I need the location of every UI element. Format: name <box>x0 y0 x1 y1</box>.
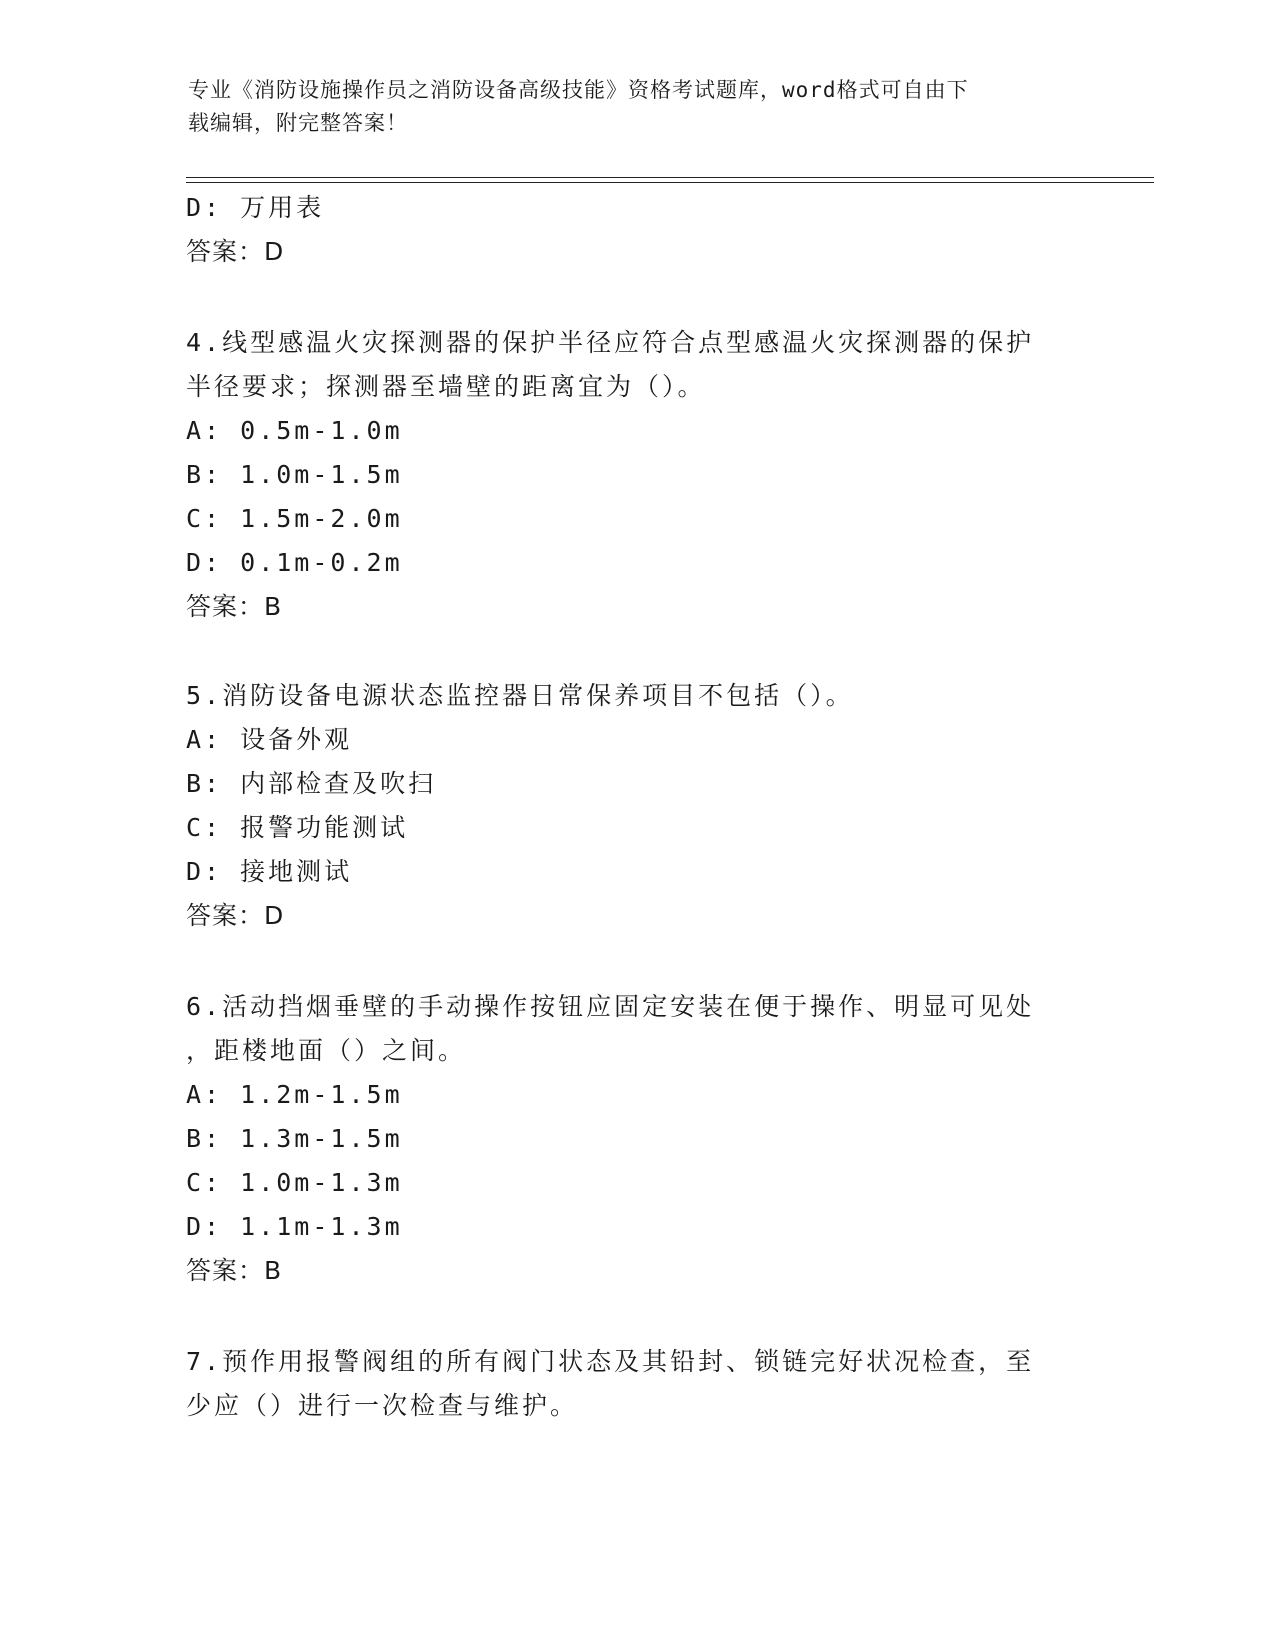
document-header <box>188 74 1068 140</box>
q6-option-b: B: 1.3m-1.5m <box>186 1124 403 1153</box>
header-divider-bottom <box>186 182 1154 183</box>
q4-option-a: A: 0.5m-1.0m <box>186 416 403 445</box>
q5-stem-line-1: 5.消防设备电源状态监控器日常保养项目不包括（）。 <box>186 681 854 710</box>
header-line-1: 专业《消防设施操作员之消防设备高级技能》资格考试题库，word格式可自由下 <box>188 78 969 102</box>
q4-stem-line-2: 半径要求；探测器至墙壁的距离宜为（）。 <box>186 372 706 401</box>
q5-answer: 答案：D <box>186 901 285 930</box>
q4-option-b: B: 1.0m-1.5m <box>186 460 403 489</box>
header-line-2: 载编辑，附完整答案！ <box>188 111 408 135</box>
q5-option-a: A: 设备外观 <box>186 725 353 754</box>
prev-answer: 答案：D <box>186 237 285 266</box>
q6-answer: 答案：B <box>186 1256 283 1285</box>
q4-stem-line-1: 4.线型感温火灾探测器的保护半径应符合点型感温火灾探测器的保护 <box>186 328 1035 357</box>
q6-option-a: A: 1.2m-1.5m <box>186 1080 403 1109</box>
prev-option-d: D: 万用表 <box>186 193 325 222</box>
q6-stem-line-2: ，距楼地面（）之间。 <box>186 1036 467 1065</box>
header-divider-top <box>186 177 1154 178</box>
q6-option-d: D: 1.1m-1.3m <box>186 1212 403 1241</box>
q6-stem-line-1: 6.活动挡烟垂壁的手动操作按钮应固定安装在便于操作、明显可见处 <box>186 992 1035 1021</box>
q7-stem-line-1: 7.预作用报警阀组的所有阀门状态及其铅封、锁链完好状况检查，至 <box>186 1347 1035 1376</box>
q5-option-d: D: 接地测试 <box>186 857 353 886</box>
q5-option-b: B: 内部检查及吹扫 <box>186 769 437 798</box>
q4-option-d: D: 0.1m-0.2m <box>186 548 403 577</box>
q5-option-c: C: 报警功能测试 <box>186 813 409 842</box>
q6-option-c: C: 1.0m-1.3m <box>186 1168 403 1197</box>
q4-option-c: C: 1.5m-2.0m <box>186 504 403 533</box>
q4-answer: 答案：B <box>186 592 283 621</box>
q7-stem-line-2: 少应（）进行一次检查与维护。 <box>186 1391 579 1420</box>
